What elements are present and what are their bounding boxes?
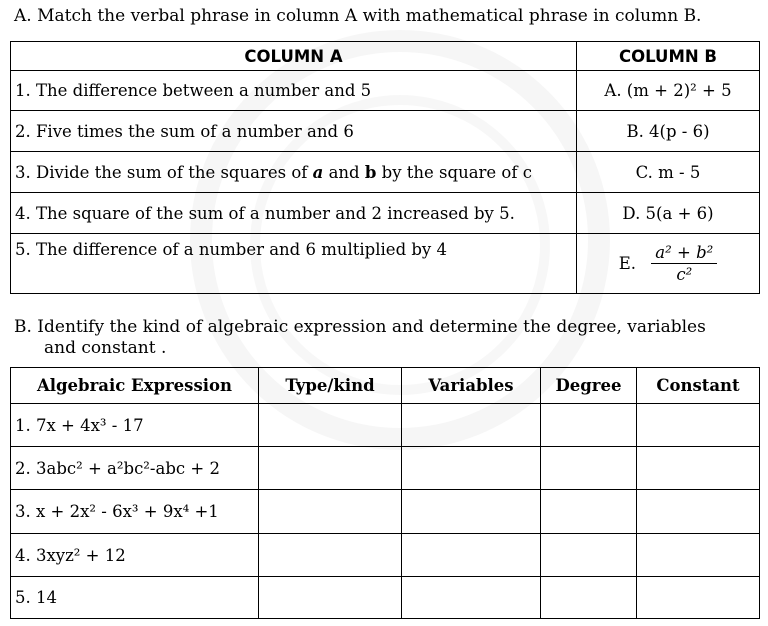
fraction-numerator: a² + b²	[651, 243, 717, 264]
variables-answer-cell-1[interactable]	[402, 404, 541, 447]
constant-answer-cell-5[interactable]	[637, 577, 760, 619]
expression-cell-5: 5. 14	[11, 577, 259, 619]
type-answer-cell-5[interactable]	[259, 577, 402, 619]
fraction-denominator: c²	[676, 265, 693, 284]
table-header-row	[11, 368, 760, 404]
variables-answer-cell-4[interactable]	[402, 534, 541, 577]
matching-table	[10, 41, 760, 294]
column-a-item-1: 1. The difference between a number and 5	[11, 71, 577, 111]
expression-cell-4: 4. 3xyz² + 12	[11, 534, 259, 577]
table-row	[11, 111, 760, 152]
part-b-instruction-line-2: and constant .	[44, 338, 167, 358]
item-3-text-end: by the square of c	[376, 162, 532, 182]
variables-answer-cell-3[interactable]	[402, 490, 541, 534]
type-answer-cell-2[interactable]	[259, 447, 402, 490]
header-type-kind: Type/kind	[259, 368, 402, 404]
constant-answer-cell-4[interactable]	[637, 534, 760, 577]
column-b-header: COLUMN B	[577, 42, 760, 71]
column-a-item-4: 4. The square of the sum of a number and 2 increased by 5.	[11, 193, 577, 234]
header-degree: Degree	[541, 368, 637, 404]
table-row	[11, 447, 760, 490]
type-answer-cell-1[interactable]	[259, 404, 402, 447]
item-3-variable-a: a	[312, 162, 324, 182]
expression-table	[10, 367, 760, 619]
type-answer-cell-3[interactable]	[259, 490, 402, 534]
degree-answer-cell-1[interactable]	[541, 404, 637, 447]
table-row	[11, 404, 760, 447]
variables-answer-cell-2[interactable]	[402, 447, 541, 490]
degree-answer-cell-3[interactable]	[541, 490, 637, 534]
item-3-variable-b: b	[364, 162, 377, 182]
degree-answer-cell-2[interactable]	[541, 447, 637, 490]
table-row	[11, 152, 760, 193]
variables-answer-cell-5[interactable]	[402, 577, 541, 619]
item-5-letter: E.	[618, 254, 637, 273]
column-b-item-1: A. (m + 2)² + 5	[577, 71, 760, 111]
part-a-instruction: A. Match the verbal phrase in column A with mathematical phrase in column B.	[14, 6, 702, 26]
column-a-header: COLUMN A	[11, 42, 577, 71]
constant-answer-cell-3[interactable]	[637, 490, 760, 534]
header-algebraic-expression: Algebraic Expression	[11, 368, 259, 404]
column-b-item-5	[577, 234, 760, 294]
item-3-text-mid: and	[323, 162, 365, 182]
header-variables: Variables	[402, 368, 541, 404]
column-b-item-2: B. 4(p - 6)	[577, 111, 760, 152]
table-row	[11, 577, 760, 619]
degree-answer-cell-5[interactable]	[541, 577, 637, 619]
table-row	[11, 193, 760, 234]
table-header-row	[11, 42, 760, 71]
column-b-item-4: D. 5(a + 6)	[577, 193, 760, 234]
table-row	[11, 490, 760, 534]
table-row	[11, 234, 760, 294]
degree-answer-cell-4[interactable]	[541, 534, 637, 577]
item-3-text-start: 3. Divide the sum of the squares of	[15, 162, 313, 182]
column-a-item-3	[11, 152, 577, 193]
column-b-item-3: C. m - 5	[577, 152, 760, 193]
part-b-instruction-line-1: B. Identify the kind of algebraic expression and determine the degree, variables	[14, 317, 706, 337]
column-a-item-5: 5. The difference of a number and 6 multiplied by 4	[11, 234, 577, 294]
table-row	[11, 534, 760, 577]
part-b-instruction	[14, 317, 754, 359]
table-row	[11, 71, 760, 111]
expression-cell-1: 1. 7x + 4x³ - 17	[11, 404, 259, 447]
column-a-item-2: 2. Five times the sum of a number and 6	[11, 111, 577, 152]
constant-answer-cell-2[interactable]	[637, 447, 760, 490]
constant-answer-cell-1[interactable]	[637, 404, 760, 447]
fraction-expression	[651, 243, 717, 284]
type-answer-cell-4[interactable]	[259, 534, 402, 577]
expression-cell-2: 2. 3abc² + a²bc²-abc + 2	[11, 447, 259, 490]
expression-cell-3: 3. x + 2x² - 6x³ + 9x⁴ +1	[11, 490, 259, 534]
header-constant: Constant	[637, 368, 760, 404]
